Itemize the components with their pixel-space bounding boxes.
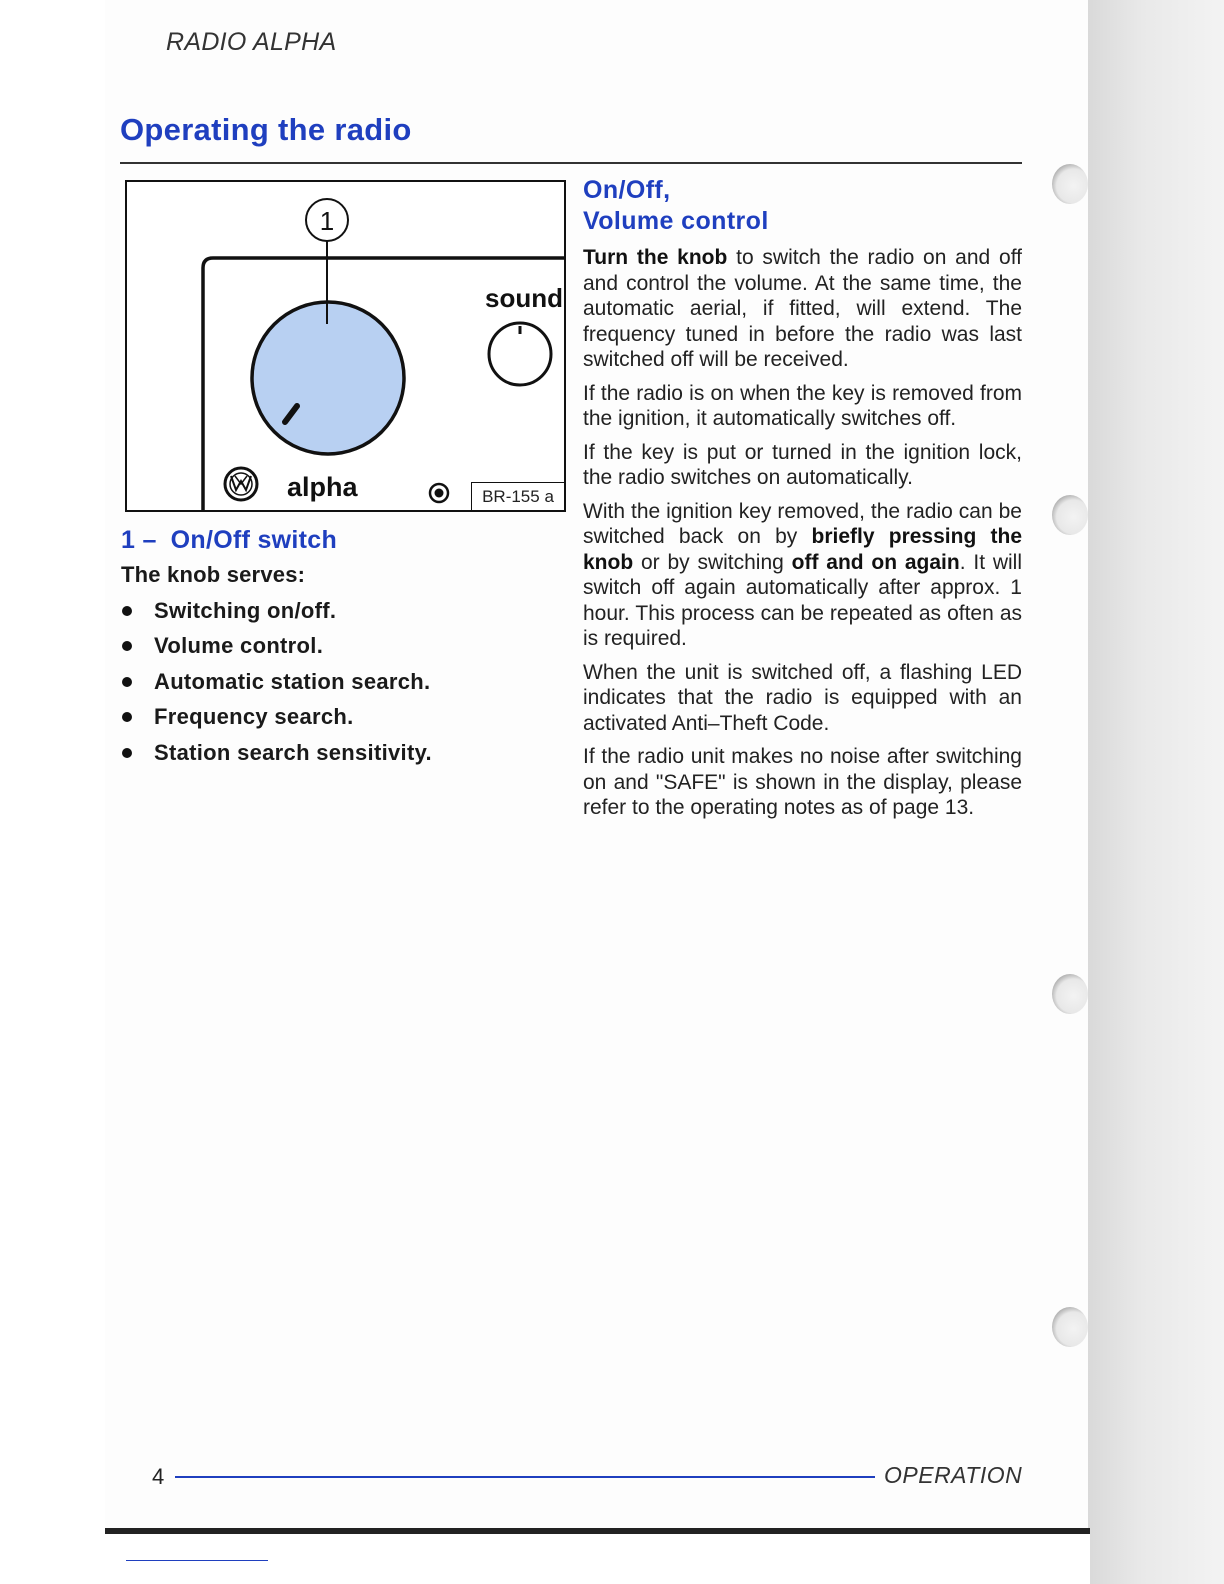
page-number: 4 [152, 1464, 165, 1489]
below-page-area [105, 1534, 1090, 1584]
binder-hole-icon [1048, 493, 1088, 537]
binder-hole-icon [1048, 1305, 1088, 1349]
paragraph-led: When the unit is switched off, a flashing LED indicates that the radio is equipped with an activated Anti–Theft Code. [583, 660, 1022, 735]
knob-intro: The knob serves: [121, 562, 306, 587]
paragraph-key-inserted: If the key is put or turned in the ignition lock, the radio switches on automatically. [583, 440, 1022, 489]
emphasis-off-and-on: off and on again [791, 550, 960, 574]
section-footer: OPERATION [884, 1462, 1023, 1488]
paragraph-text: to switch the radio on and off and control the volume. At the same time, the automatic aerial, if fitted, will extend. The frequency tuned in before the radio was last switched off will be received. [583, 246, 1022, 371]
list-item-label: Station search sensitivity. [154, 739, 432, 765]
paragraph-switch-back-on [583, 499, 1022, 652]
knob-function-list [119, 593, 432, 771]
paragraph-turn-knob [583, 245, 1022, 373]
brand-label: alpha [287, 472, 358, 502]
list-item-label: Switching on/off. [154, 597, 337, 623]
binder-edge-shadow [1088, 0, 1224, 1584]
stray-line [126, 1560, 268, 1561]
sound-label: sound [485, 283, 563, 313]
emphasis-turn-knob: Turn the knob [583, 246, 728, 269]
radio-figure [125, 180, 566, 512]
section-heading [583, 175, 769, 237]
section-heading-line2: Volume control [583, 207, 769, 235]
section-body [583, 245, 1022, 829]
page-title: Operating the radio [120, 112, 412, 147]
list-item [119, 664, 432, 700]
callout-heading [121, 526, 337, 555]
list-item-label: Frequency search. [154, 704, 354, 730]
list-item [119, 735, 432, 771]
list-item [119, 700, 432, 736]
running-header: RADIO ALPHA [166, 28, 337, 56]
callout-heading-number: 1 – [121, 526, 157, 554]
list-item-label: Volume control. [154, 633, 324, 659]
left-margin [0, 0, 105, 1584]
bullet-icon [122, 606, 132, 616]
section-heading-line1: On/Off, [583, 176, 671, 204]
binder-hole-icon [1048, 972, 1088, 1016]
bullet-icon [122, 712, 132, 722]
callout-number: 1 [319, 206, 335, 236]
binder-hole-icon [1048, 162, 1088, 206]
title-rule [120, 162, 1022, 164]
vw-logo-icon [225, 468, 257, 500]
paragraph-text: or by switching [633, 550, 792, 574]
footer-rule [175, 1476, 875, 1478]
paragraph-text: . It will switch off again automatically after approx. 1 hour. This process can be repeated as often as is required. [583, 550, 1023, 650]
bullet-icon [122, 748, 132, 758]
list-item [119, 629, 432, 665]
paragraph-safe: If the radio unit makes no noise after switching on and "SAFE" is shown in the display, please refer to the operating notes as of page 13. [583, 745, 1022, 819]
paragraph-key-removed: If the radio is on when the key is removed from the ignition, it automatically switches off. [583, 381, 1022, 430]
led-dot [435, 489, 444, 498]
bullet-icon [122, 677, 132, 687]
list-item [119, 593, 432, 629]
emphasis-briefly-pressing: briefly pressing the knob [583, 525, 1022, 574]
figure-reference-code: BR-155 a [471, 482, 564, 510]
list-item-label: Automatic station search. [154, 668, 431, 694]
callout-heading-label: On/Off switch [170, 526, 338, 554]
paragraph-text: With the ignition key removed, the radio can be switched back on by [583, 499, 1022, 548]
volume-knob-icon [252, 302, 404, 454]
radio-illustration [127, 182, 566, 512]
bullet-icon [122, 641, 132, 651]
